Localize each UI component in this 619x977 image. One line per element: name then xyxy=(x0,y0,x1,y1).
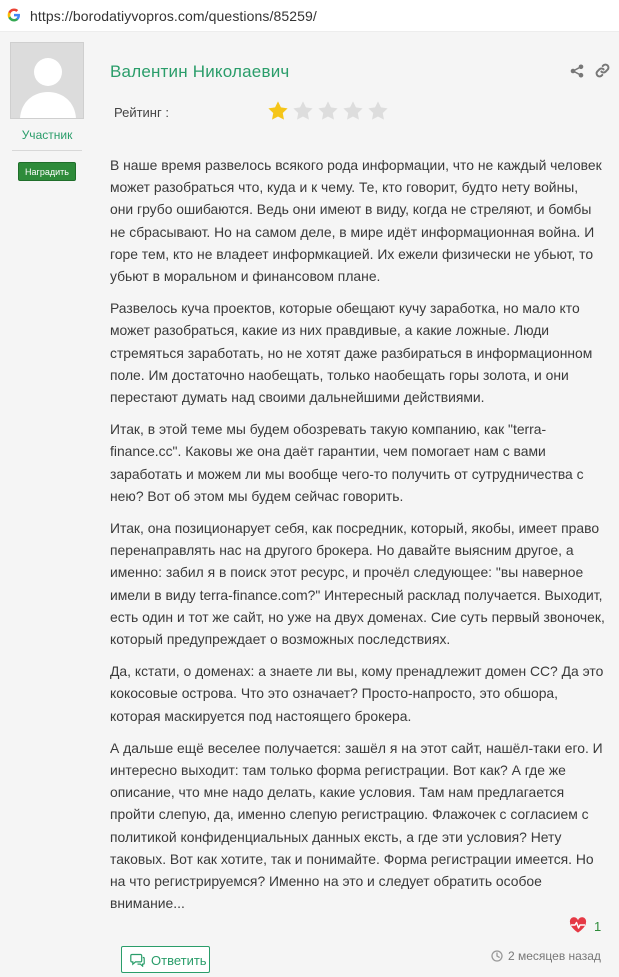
post-time: 2 месяцев назад xyxy=(508,949,601,963)
star-icon[interactable] xyxy=(342,100,364,122)
post-paragraph: Итак, в этой теме мы будем обозревать такую компанию, как "terra-finance.cc". Каковы же она даёт гарантии, чем помогает нам с вами заработать и можем ли мы вообще чего-то получить от сутрудничества с нею? Вот об этом мы будем сейчас говорить. xyxy=(110,421,584,504)
reward-button[interactable]: Наградить xyxy=(18,162,76,181)
author-role: Участник xyxy=(21,128,73,142)
star-icon[interactable] xyxy=(317,100,339,122)
post-body xyxy=(110,154,605,925)
chat-bubble-icon xyxy=(130,953,145,967)
star-icon[interactable] xyxy=(292,100,314,122)
post-paragraph: Развелось куча проектов, которые обещают кучу заработка, но мало кто может разобраться, какие из них правдивые, а какие ложные. Люди стремяться заработать, но не хотят даже разбираться в информационном поле. Им достаточно наобещать, только наобещать горы золота, и они перестают думать над своими дальнейшими действиями. xyxy=(110,300,593,406)
star-icon[interactable] xyxy=(267,100,289,122)
share-icon[interactable] xyxy=(570,64,584,78)
post-paragraph: В наше время развелось всякого рода информации, что не каждый человек может разобраться что, куда и к чему. Те, кто говорит, будто нету войны, они грубо ошибаются. Ведь они имеют в виду, когда не стреляют, и бомбы не сбрасывают. Но на самом деле, в мире идёт информационная война. И горе тем, кто не владеет информкацией. Их ежели физически не убьют, то убьют в моральном и финансовом плане. xyxy=(110,157,602,285)
google-g-icon xyxy=(7,8,21,22)
like-count: 1 xyxy=(594,919,602,934)
divider xyxy=(12,150,82,151)
rating-label: Рейтинг : xyxy=(114,105,169,120)
url-text[interactable]: https://borodatiyvopros.com/questions/85259/ xyxy=(30,8,317,24)
post-paragraph: Да, кстати, о доменах: а знаете ли вы, кому пренадлежит домен СС? Да это кокосовые острова. Что это означает? Просто-напросто, это обшора, которая маскируется под настоящего брокера. xyxy=(110,663,604,724)
reply-label: Ответить xyxy=(151,953,207,968)
avatar[interactable] xyxy=(10,42,84,119)
post-paragraph: А дальше ещё веселее получается: зашёл я на этот сайт, нашёл-таки его. И интересно выходит: там только форма регистрации. Вот как? А где же описание, что мне надо делать, какие условия. Там нам предлагается пройти слепую, да, именно слепую регистрацию. Флажочек с согласием с политикой конфиденциальных данных ексть, а где эти условия? Нету таковых. Вот как хотите, так и понимайте. Форма регистрации имеется. Но на что регистрируемся? Именно на это и следует обратить особое внимание... xyxy=(110,739,603,912)
browser-url-bar[interactable] xyxy=(0,0,619,32)
heart-pulse-icon[interactable] xyxy=(569,917,587,933)
answer-post xyxy=(0,32,619,977)
author-name[interactable]: Валентин Николаевич xyxy=(110,62,290,81)
clock-icon xyxy=(491,950,503,962)
reply-button[interactable] xyxy=(121,946,210,973)
link-icon[interactable] xyxy=(595,63,610,78)
post-paragraph: Итак, она позиционарует себя, как посредник, который, якобы, имеет право перенаправлять нас на другого брокера. Но давайте выясним другое, а именно: забил я в поиск этот ресурс, и прочёл следующее: "вы наверное имели в виду terra-finance.com?" Интересный расклад получается. Выходит, есть один и тот же сайт, но уже на двух доменах. Сие суть первый звоночек, который предупреждает о возможных последствиях. xyxy=(110,520,605,648)
user-silhouette-icon xyxy=(11,43,84,119)
star-icon[interactable] xyxy=(367,100,389,122)
